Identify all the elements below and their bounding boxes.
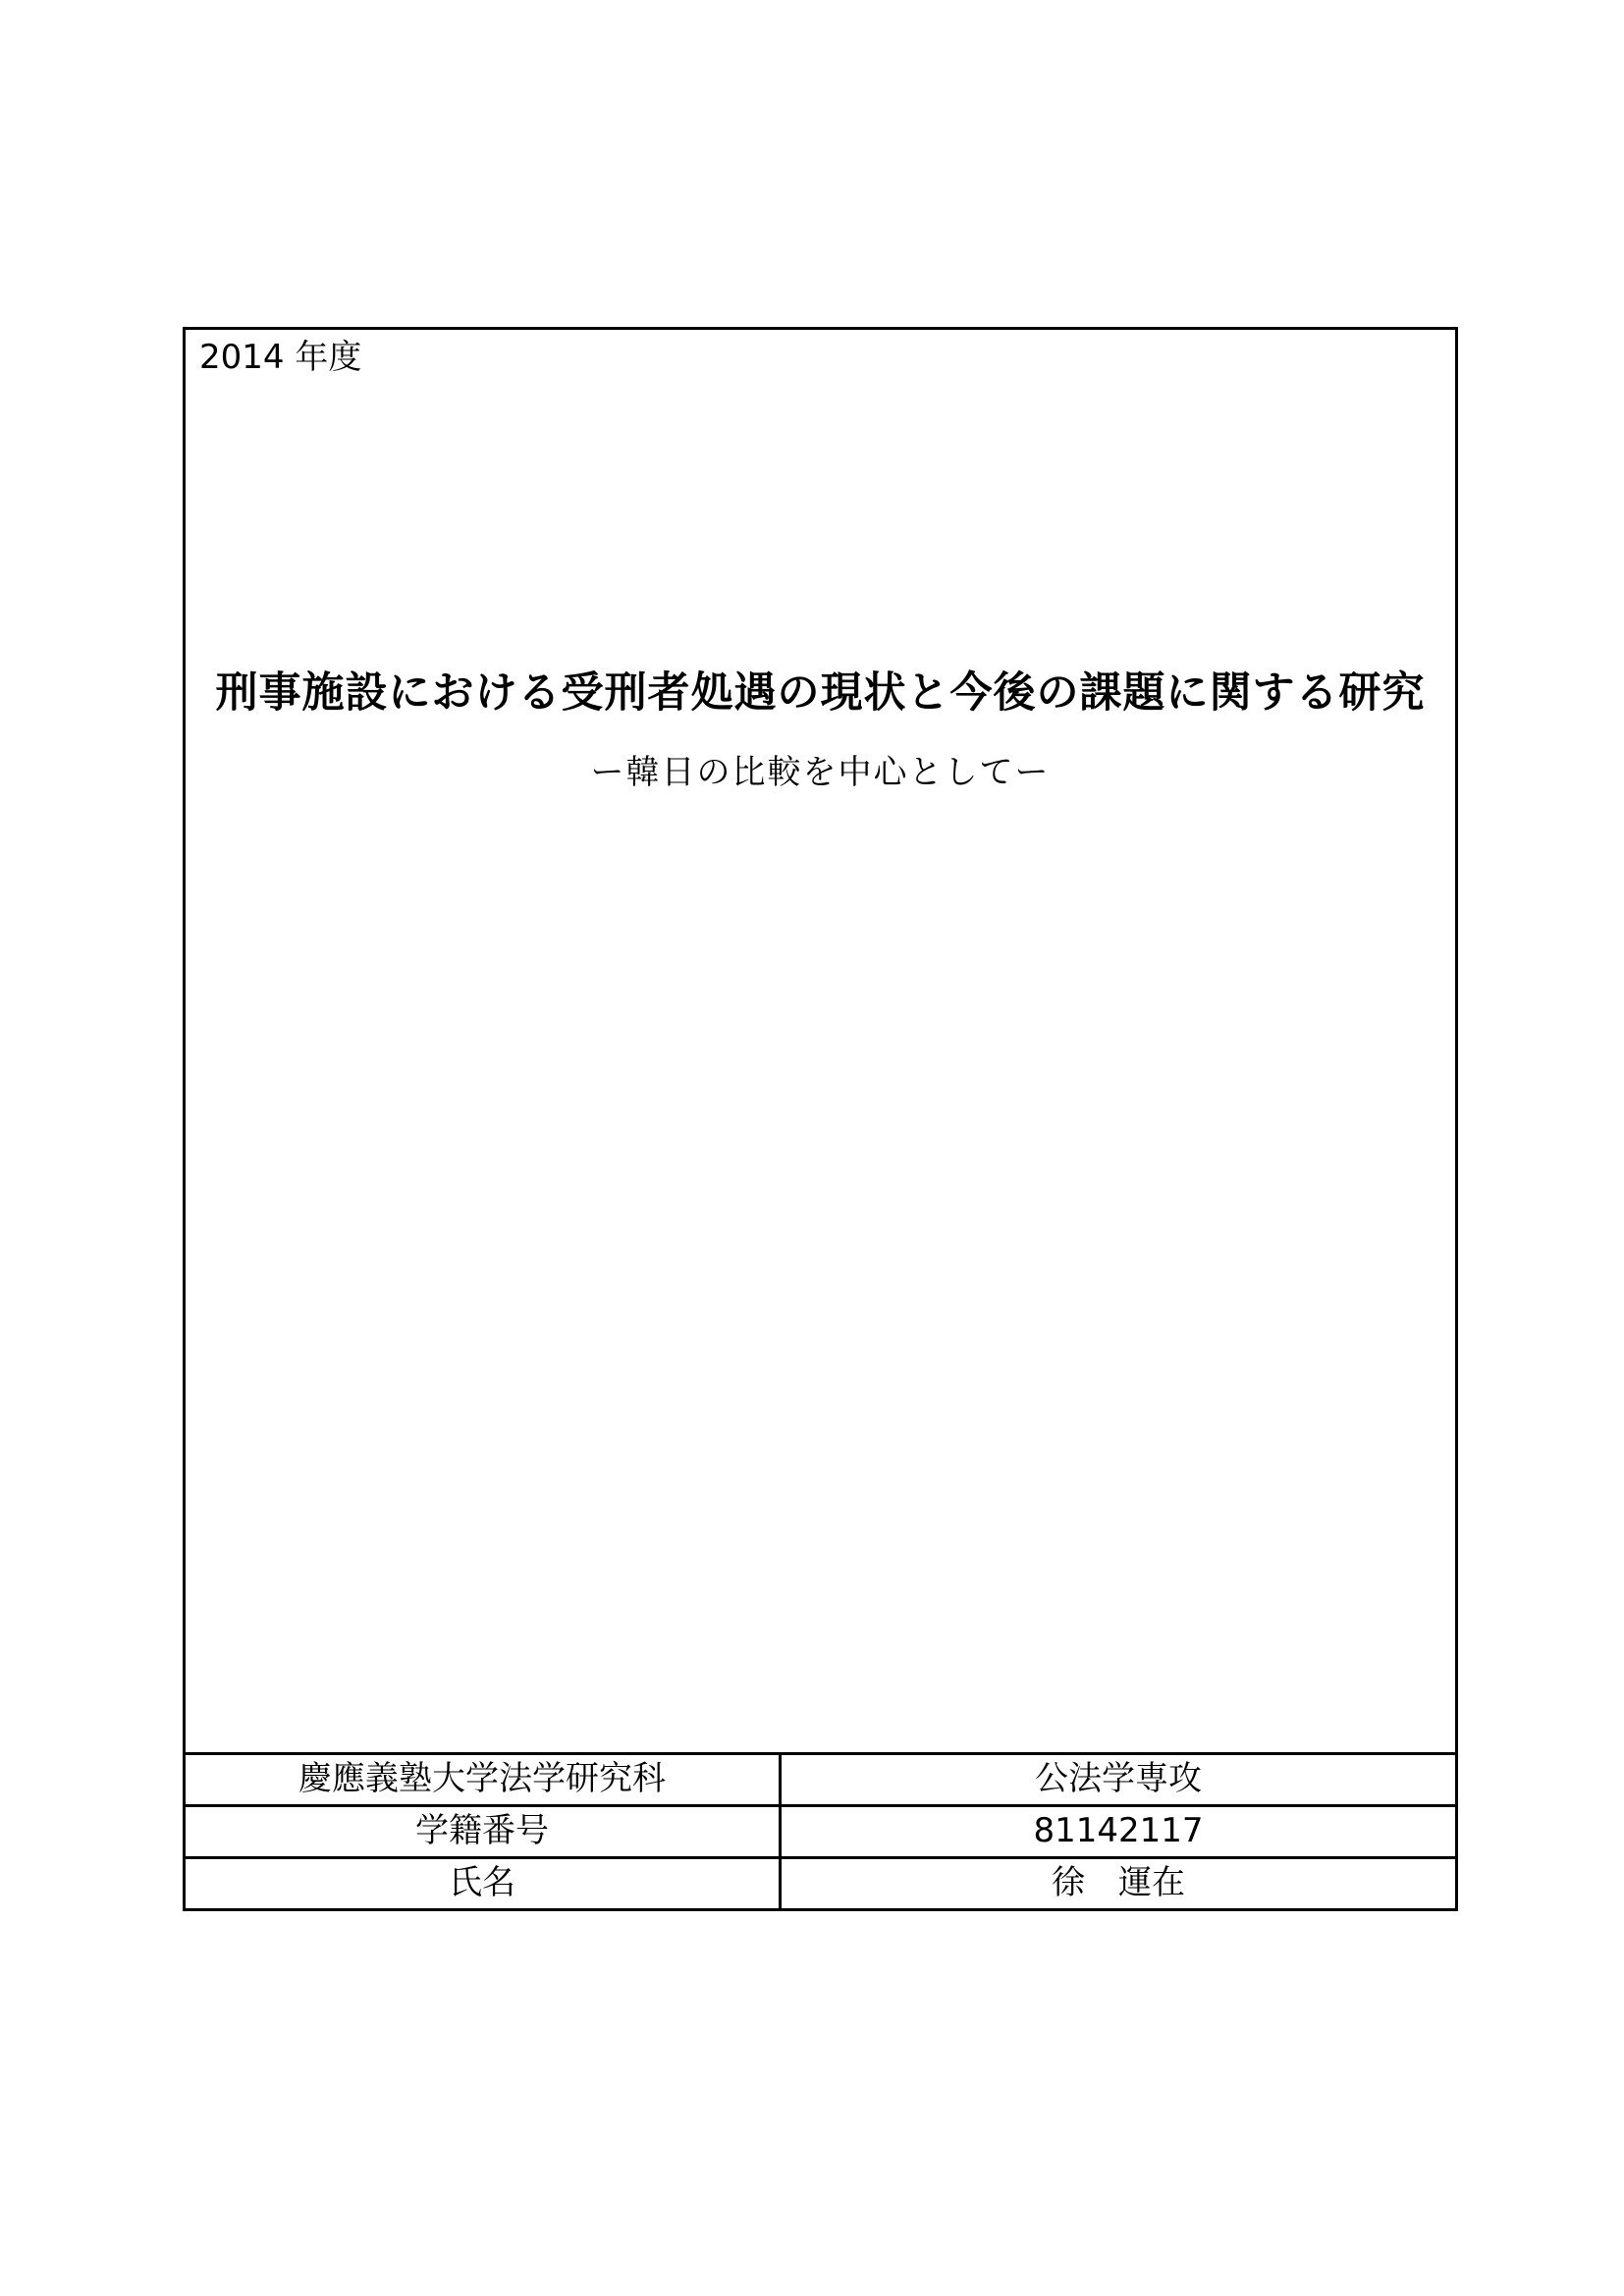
major-cell: 公法学専攻 [781,1754,1457,1806]
student-id-value-cell: 81142117 [781,1806,1457,1858]
table-row [185,1806,1457,1858]
thesis-title: 刑事施設における受刑者処遇の現状と今後の課題に関する研究 [215,668,1426,718]
table-row [185,1858,1457,1910]
graduate-school-cell: 慶應義塾大学法学研究科 [185,1754,781,1806]
student-info-table [183,1752,1458,1911]
thesis-subtitle: ー韓日の比較を中心としてー [590,753,1051,792]
table-row [185,1754,1457,1806]
name-label-cell: 氏名 [185,1858,781,1910]
cover-frame [183,327,1458,1911]
student-id-label-cell: 学籍番号 [185,1806,781,1858]
academic-year: 2014 年度 [199,338,362,377]
name-value-cell: 徐 運在 [781,1858,1457,1910]
